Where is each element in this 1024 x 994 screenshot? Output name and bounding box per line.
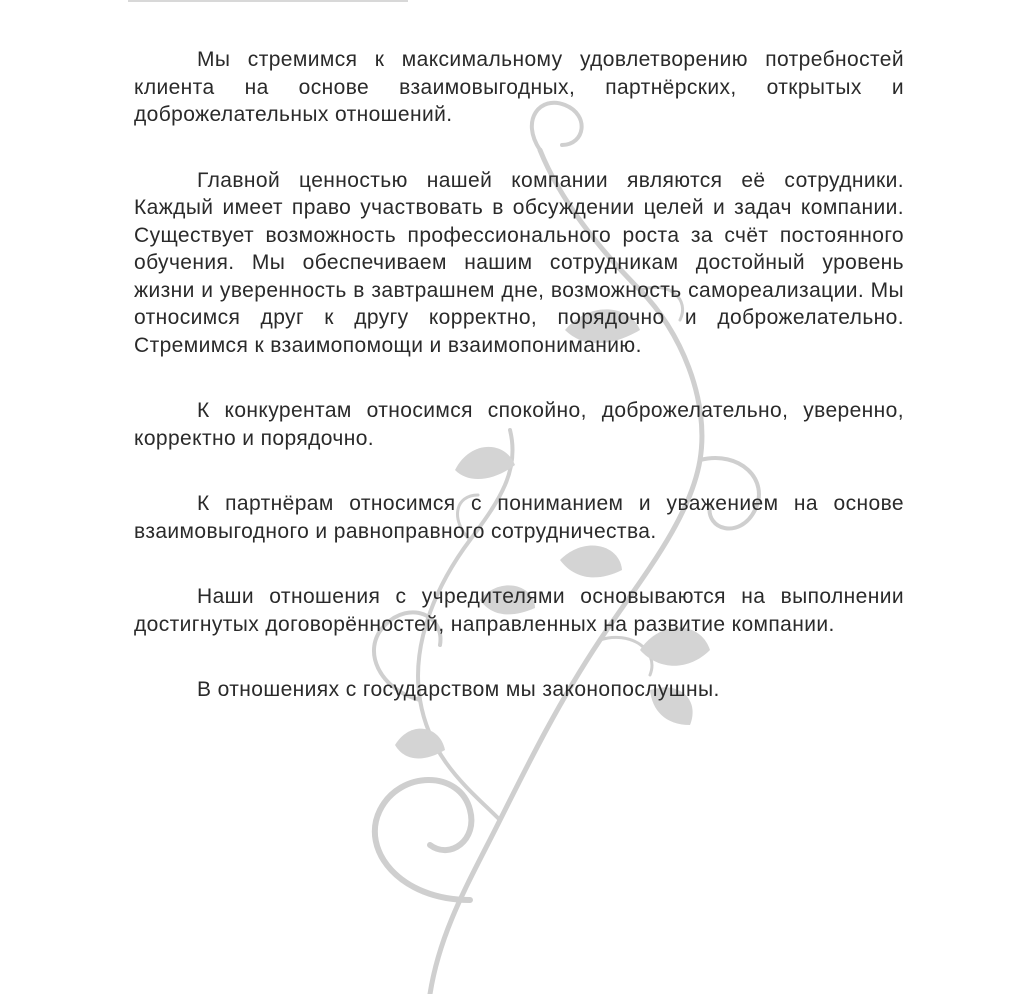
paragraph-employees: Главной ценностью нашей компании являются её сотрудники. Каждый имеет право участвовать в обсуждении целей и задач компании. Существует возможность профессионального роста за счёт постоянного обучения. Мы обеспечиваем нашим сотрудникам достойный уровень жизни и уверенность в завтрашнем дне, возможность самореализации. Мы относимся друг к другу корректно, порядочно и доброжелательно. Стремимся к взаимопомощи и взаимопониманию. [134,168,904,357]
paragraph-clients: Мы стремимся к максимальному удовлетворению потребностей клиента на основе взаимовыгодных, партнёрских, открытых и доброжелательных отношений. [134,48,904,126]
paragraph-partners: К партнёрам относимся с пониманием и уважением на основе взаимовыгодного и равноправного сотрудничества. [134,492,904,543]
paragraph-state: В отношениях с государством мы законопослушны. [197,678,720,701]
paragraph-competitors: К конкурентам относимся спокойно, доброжелательно, уверенно, корректно и порядочно. [134,399,904,450]
document-body [134,46,904,704]
paragraph-founders: Наши отношения с учредителями основываются на выполнении достигнутых договорённостей, направленных на развитие компании. [134,585,904,636]
